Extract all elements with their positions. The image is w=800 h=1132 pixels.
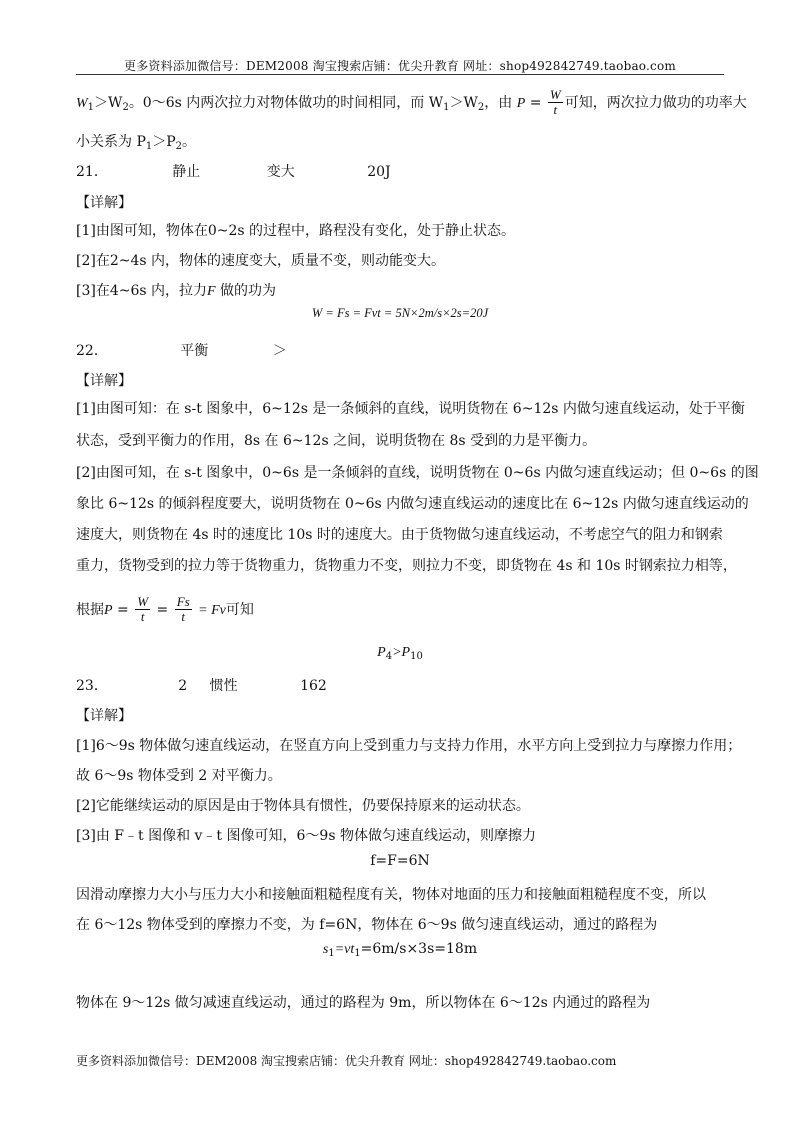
- paragraph-line: [1]由图可知，物体在0~2s 的过程中，路程没有变化，处于静止状态。: [76, 223, 516, 239]
- paragraph-line: 因滑动摩擦力大小与压力大小和接触面粗糙程度有关，物体对地面的压力和接触面粗糙程度不变，所以: [76, 887, 706, 903]
- fraction-fs-over-t: $\frac{Fs}{t}$: [176, 594, 190, 625]
- work-formula: W = Fs = Fvt = 5N×2m/s×2s=20J: [311, 306, 489, 320]
- answer-blank-1: 平衡: [180, 343, 209, 359]
- detail-heading: 【详解】: [76, 708, 132, 724]
- paragraph-line: $W_1>W_2$。0～6s 内两次拉力对物体做功的时间相同，而 $W_1>W_2$，由 P = $\frac{W}{t}$ 可知，两次拉力做功的功率大: [76, 87, 747, 118]
- answer-blank-3: 20J: [367, 164, 391, 180]
- answer-blank-1: 2: [178, 678, 188, 694]
- paragraph-line: [3]在4~6s 内，拉力F 做的功为: [76, 283, 277, 299]
- paragraph-line: [2]由图可知，在 s-t 图象中，0~6s 是一条倾斜的直线，说明货物在 0~6s 内做匀速直线运动；但 0~6s 的图: [76, 465, 759, 481]
- power-comparison-result: $P_4>P_{10}$: [377, 645, 423, 662]
- question-number: 21．: [76, 164, 108, 180]
- answer-blank-2: 变大: [266, 164, 295, 180]
- question-23-answers: [76, 675, 327, 695]
- answer-blank-2: 惯性: [209, 678, 238, 694]
- question-number: 23．: [76, 678, 108, 694]
- paragraph-line: [1]6～9s 物体做匀速直线运动，在竖直方向上受到重力与支持力作用，水平方向上受到拉力与摩擦力作用；: [76, 738, 742, 754]
- paragraph-line: [3]由 F﹣t 图像和 v﹣t 图像可知，6～9s 物体做匀速直线运动，则摩擦力: [76, 828, 536, 844]
- detail-heading: 【详解】: [76, 195, 132, 211]
- header-divider: [76, 74, 724, 75]
- answer-blank-3: 162: [300, 678, 327, 694]
- paragraph-line: 小关系为 $P_1>P_2$。: [76, 134, 197, 152]
- power-relation-line: 根据P = $\frac{W}{t}$ = $\frac{Fs}{t}$ = Fv可知: [76, 594, 254, 625]
- paragraph-line: 故 6～9s 物体受到 2 对平衡力。: [76, 768, 282, 784]
- friction-formula: f=F=6N: [370, 853, 430, 869]
- detail-heading: 【详解】: [76, 373, 132, 389]
- paragraph-line: [2]在2~4s 内，物体的速度变大，质量不变，则动能变大。: [76, 253, 446, 269]
- question-21-answers: [76, 161, 391, 181]
- page-header: 更多资料添加微信号：DEM2008 淘宝搜索店铺：优尖升教育 网址：shop492842749.taobao.com: [124, 59, 676, 73]
- page-footer: 更多资料添加微信号：DEM2008 淘宝搜索店铺：优尖升教育 网址：shop492842749.taobao.com: [76, 1054, 617, 1068]
- question-22-answers: [76, 340, 287, 360]
- question-number: 22．: [76, 343, 108, 359]
- fraction-w-over-t: $\frac{W}{t}$: [137, 594, 149, 625]
- paragraph-line: 物体在 9～12s 做匀减速直线运动，通过的路程为 9m，所以物体在 6～12s 内通过的路程为: [76, 995, 651, 1011]
- distance-formula: $s_1=vt_1=6m/s\times 3s=18m$: [322, 941, 478, 959]
- paragraph-line: [2]它能继续运动的原因是由于物体具有惯性，仍要保持原来的运动状态。: [76, 798, 530, 814]
- answer-blank-1: 静止: [172, 164, 201, 180]
- paragraph-line: 重力，货物受到的拉力等于货物重力，货物重力不变，则拉力不变，即货物在 4s 和 10s 时钢索拉力相等，: [76, 558, 737, 574]
- answer-blank-2: ＞: [272, 343, 287, 359]
- power-symbol: P: [516, 95, 526, 111]
- paragraph-line: 在 6～12s 物体受到的摩擦力不变，为 f=6N，物体在 6～9s 做匀速直线运动，通过的路程为: [76, 917, 658, 933]
- paragraph-line: [1]由图可知：在 s-t 图象中，6~12s 是一条倾斜的直线，说明货物在 6~12s 内做匀速直线运动，处于平衡: [76, 401, 745, 417]
- paragraph-line: 速度大，则货物在 4s 时的速度比 10s 时的速度大。由于货物做匀速直线运动，不考虑空气的阻力和钢索: [76, 527, 723, 543]
- paragraph-line: 象比 6~12s 的倾斜程度要大，说明货物在 0~6s 内做匀速直线运动的速度比在 6~12s 内做匀速直线运动的: [76, 496, 749, 512]
- power-fraction: $\frac{W}{t}$: [549, 87, 561, 118]
- paragraph-line: 状态，受到平衡力的作用，8s 在 6~12s 之间，说明货物在 8s 受到的力是平衡力。: [76, 433, 597, 449]
